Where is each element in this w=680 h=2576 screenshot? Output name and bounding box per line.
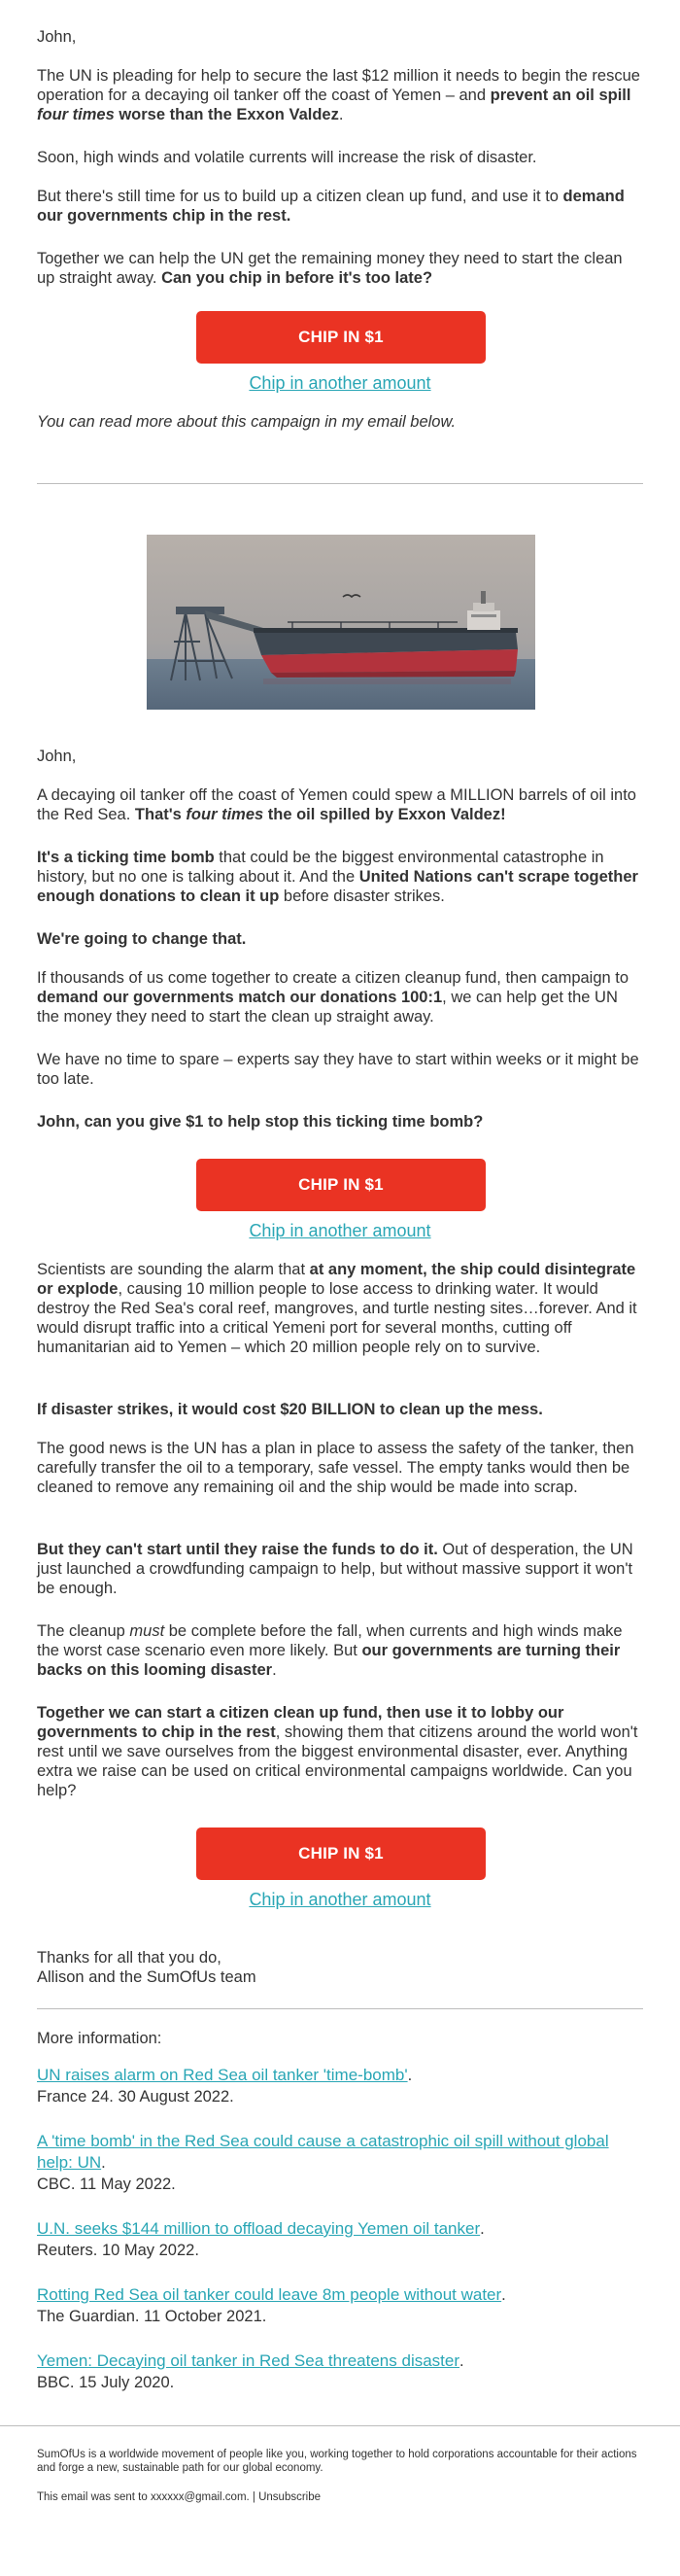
body-paragraph-3: We're going to change that.: [37, 930, 247, 948]
body-paragraph-4: If thousands of us come together to create a citizen cleanup fund, then campaign to demand our governments match our donations 100:1, we can help get the UN the money they need to start the clean up straight away.: [37, 969, 629, 1026]
reference-source: The Guardian. 11 October 2021.: [37, 2308, 267, 2325]
signoff-line-2: Allison and the SumOfUs team: [37, 1968, 256, 1986]
more-info-heading: More information:: [37, 2030, 162, 2047]
chip-in-another-amount-link-2[interactable]: Chip in another amount: [249, 1221, 431, 1240]
intro-paragraph-1: The UN is pleading for help to secure the last $12 million it needs to begin the rescue operation for a decaying oil tanker off the coast of Yemen – and prevent an oil spill four times worse than the Exxon Valdez.: [37, 67, 640, 123]
body-paragraph-11: The cleanup must be complete before the fall, when currents and high winds make the worst case scenario even more likely. But our governments are turning their backs on this looming disaster.: [37, 1622, 623, 1679]
intro-paragraph-4: Together we can help the UN get the remaining money they need to start the clean up straight away. Can you chip in before it's too late?: [37, 250, 623, 287]
footer-divider: [0, 2425, 680, 2426]
body-paragraph-8: If disaster strikes, it would cost $20 BILLION to clean up the mess.: [37, 1401, 543, 1418]
body-paragraph-10: But they can't start until they raise the funds to do it. Out of desperation, the UN just launched a crowdfunding campaign to help, but without massive support it won't be enough.: [37, 1541, 633, 1597]
body-greeting: John,: [37, 748, 77, 765]
reference-link[interactable]: A 'time bomb' in the Red Sea could cause a catastrophic oil spill without global help: UN: [37, 2132, 609, 2172]
reference-source: Reuters. 10 May 2022.: [37, 2242, 199, 2259]
reference-source: France 24. 30 August 2022.: [37, 2088, 234, 2106]
tanker-image: [147, 535, 535, 710]
read-more-note: You can read more about this campaign in my email below.: [37, 413, 457, 431]
reference-item: Yemen: Decaying oil tanker in Red Sea threatens disaster. BBC. 15 July 2020.: [37, 2351, 464, 2391]
reference-item: A 'time bomb' in the Red Sea could cause a catastrophic oil spill without global help: UN. CBC. 11 May 2022.: [37, 2132, 609, 2193]
reference-link[interactable]: U.N. seeks $144 million to offload decaying Yemen oil tanker: [37, 2219, 481, 2238]
intro-paragraph-2: Soon, high winds and volatile currents will increase the risk of disaster.: [37, 149, 537, 166]
body-paragraph-7: Scientists are sounding the alarm that at any moment, the ship could disintegrate or explode, causing 10 million people to lose access to drinking water. It would destroy the Red Sea's coral reef, mangroves, and turtle nesting sites…forever. And it would disrupt traffic into a critical Yemeni port for several months, cutting off humanitarian aid to Yemen – which 20 million people rely on to survive.: [37, 1261, 637, 1356]
body-paragraph-5: We have no time to spare – experts say they have to start within weeks or it might be too late.: [37, 1051, 639, 1088]
reference-item: U.N. seeks $144 million to offload decaying Yemen oil tanker. Reuters. 10 May 2022.: [37, 2219, 485, 2259]
divider-2: [37, 2008, 643, 2009]
body-paragraph-2: It's a ticking time bomb that could be the biggest environmental catastrophe in history, but no one is talking about it. And the United Nations can't scrape together enough donations to clean it up before disaster strikes.: [37, 849, 638, 905]
chip-in-another-amount-link-3[interactable]: Chip in another amount: [249, 1890, 431, 1909]
intro-paragraph-3: But there's still time for us to build up a citizen clean up fund, and use it to demand our governments chip in the rest.: [37, 188, 625, 225]
body-paragraph-6: John, can you give $1 to help stop this ticking time bomb?: [37, 1113, 484, 1131]
reference-source: CBC. 11 May 2022.: [37, 2176, 176, 2193]
reference-source: BBC. 15 July 2020.: [37, 2374, 175, 2391]
reference-item: UN raises alarm on Red Sea oil tanker 'time-bomb'. France 24. 30 August 2022.: [37, 2066, 413, 2106]
chip-in-button[interactable]: CHIP IN $1: [196, 311, 486, 364]
reference-link[interactable]: Rotting Red Sea oil tanker could leave 8m people without water: [37, 2285, 502, 2304]
reference-link[interactable]: UN raises alarm on Red Sea oil tanker 'time-bomb': [37, 2066, 408, 2084]
unsubscribe-link[interactable]: Unsubscribe: [258, 2491, 322, 2503]
reference-item: Rotting Red Sea oil tanker could leave 8m people without water. The Guardian. 11 October 2021.: [37, 2285, 506, 2325]
footer-sent-to: This email was sent to xxxxxx@gmail.com. | Unsubscribe: [37, 2491, 322, 2503]
greeting: John,: [37, 28, 77, 46]
chip-in-button-2[interactable]: CHIP IN $1: [196, 1159, 486, 1211]
reference-link[interactable]: Yemen: Decaying oil tanker in Red Sea threatens disaster: [37, 2351, 460, 2370]
footer-about: SumOfUs is a worldwide movement of people like you, working together to hold corporations accountable for their actions and forge a new, sustainable path for our global economy.: [37, 2449, 637, 2474]
body-paragraph-1: A decaying oil tanker off the coast of Yemen could spew a MILLION barrels of oil into the Red Sea. That's four times the oil spilled by Exxon Valdez!: [37, 786, 636, 823]
signoff-line-1: Thanks for all that you do,: [37, 1949, 221, 1967]
tanker-illustration: [147, 535, 535, 710]
chip-in-another-amount-link[interactable]: Chip in another amount: [249, 373, 431, 393]
divider: [37, 483, 643, 484]
chip-in-button-3[interactable]: CHIP IN $1: [196, 1828, 486, 1880]
body-paragraph-12: Together we can start a citizen clean up fund, then use it to lobby our governments to chip in the rest, showing them that citizens around the world won't rest until we save ourselves from the biggest environmental disaster, ever. Anything extra we raise can be used on critical environmental campaigns worldwide. Can you help?: [37, 1704, 638, 1799]
body-paragraph-9: The good news is the UN has a plan in place to assess the safety of the tanker, then carefully transfer the oil to a temporary, safe vessel. The empty tanks would then be cleaned to remove any remaining oil and the ship would be made into scrap.: [37, 1440, 634, 1496]
